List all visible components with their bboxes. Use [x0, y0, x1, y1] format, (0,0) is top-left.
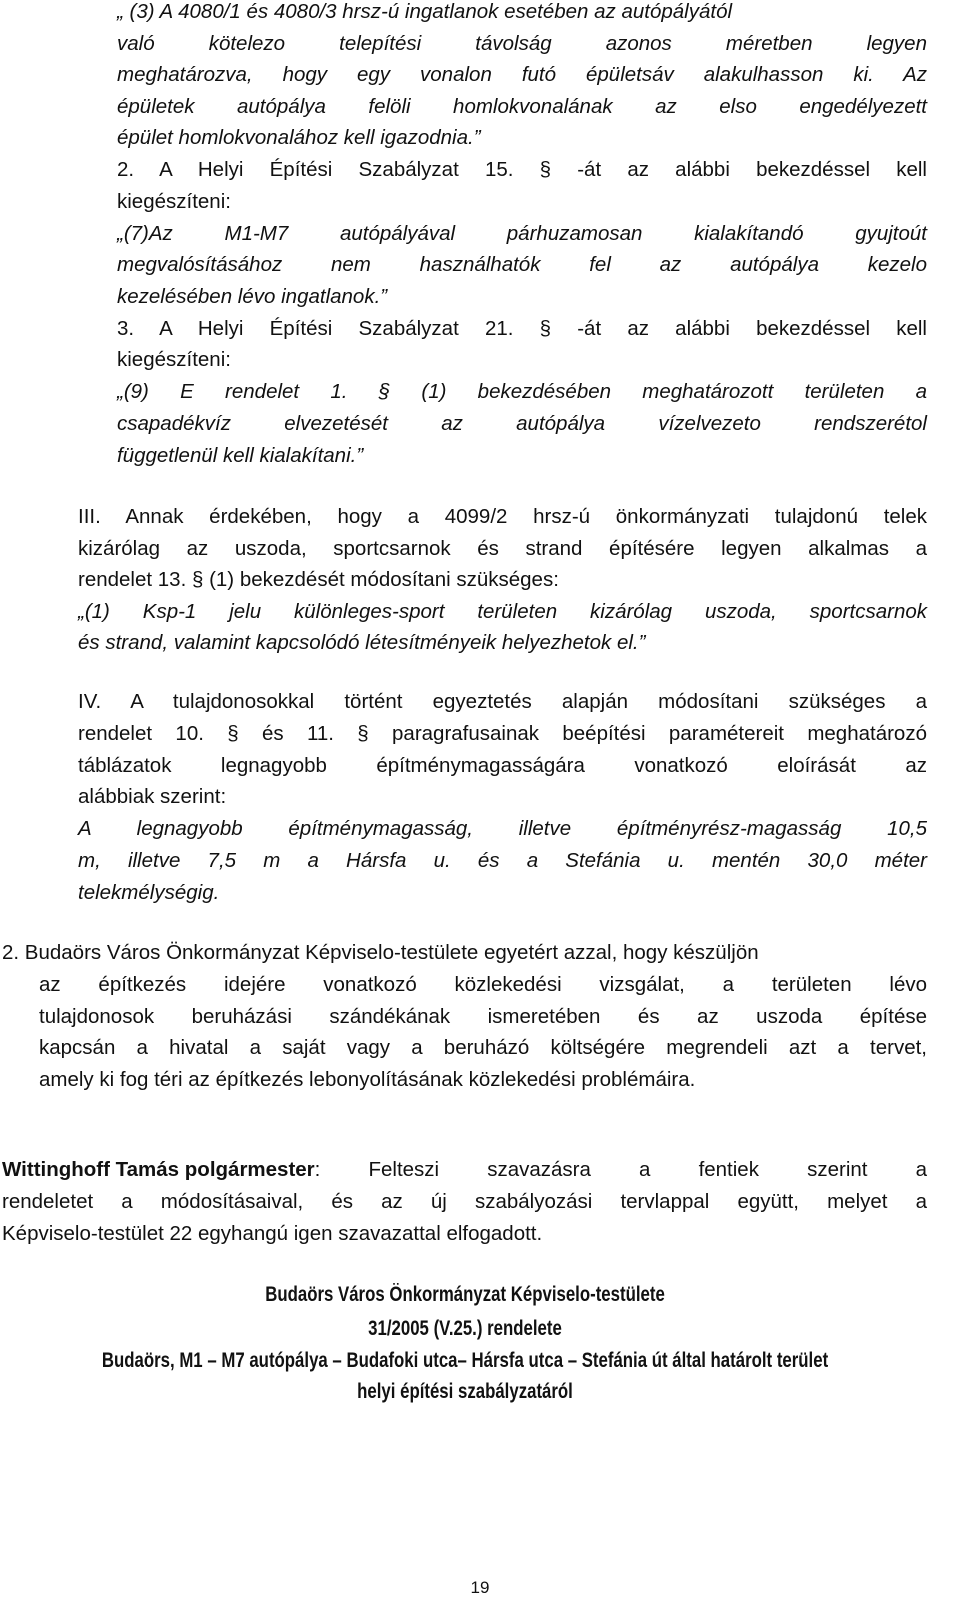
heading-subtitle: helyi építési szabályzatáról [357, 1380, 573, 1403]
text-line: függetlenül kell kialakítani.” [117, 444, 364, 467]
text-line: m, illetve 7,5 m a Hársfa u. és a Stefánia u. mentén 30,0 méter [78, 849, 927, 872]
heading-number: 31/2005 (V.25.) rendelete [368, 1317, 562, 1340]
page-number: 19 [470, 1578, 490, 1597]
heading-subject: Budaörs, M1 – M7 autópálya – Budafoki utca– Hársfa utca – Stefánia út által határolt terület [101, 1349, 829, 1372]
text-line: kiegészíteni: [117, 190, 231, 213]
text-line: csapadékvíz elvezetését az autópálya vízelvezeto rendszerétol [117, 412, 927, 435]
text-line: kizárólag az uszoda, sportcsarnok és strand építésére legyen alkalmas a [78, 537, 927, 560]
text-line: táblázatok legnagyobb építménymagasságára vonatkozó eloírását az [78, 754, 927, 777]
text-line: épület homlokvonalához kell igazodnia.” [117, 126, 481, 149]
text-line: megvalósításához nem használhatók fel az autópálya kezelo [117, 253, 927, 276]
text-line: rendelet 10. § és 11. § paragrafusainak beépítési paramétereit meghatározó [78, 722, 927, 745]
text-line: épületek autópálya felöli homlokvonalának az elso engedélyezett [117, 95, 927, 118]
text-line: III. Annak érdekében, hogy a 4099/2 hrsz-ú önkormányzati tulajdonú telek [78, 505, 927, 528]
text-line: IV. A tulajdonosokkal történt egyeztetés alapján módosítani szükséges a [78, 690, 927, 713]
text-line: „ (3) A 4080/1 és 4080/3 hrsz-ú ingatlanok esetében az autópályától [117, 0, 733, 23]
text-line: „(1) Ksp-1 jelu különleges-sport területen kizárólag uszoda, sportcsarnok [78, 600, 927, 623]
text-line: kiegészíteni: [117, 348, 231, 371]
text-line: „(9) E rendelet 1. § (1) bekezdésében meghatározott területen a [117, 380, 927, 403]
text-line: való kötelezo telepítési távolság azonos méretben legyen [117, 32, 927, 55]
text-line: : Felteszi szavazásra a fentiek szerint a [314, 1158, 927, 1181]
text-line: „(7)Az M1-M7 autópályával párhuzamosan kialakítandó gyujtoút [117, 222, 927, 245]
text-line: tulajdonosok beruházási szándékának ismeretében és az uszoda építése [39, 1005, 927, 1028]
text-line: és strand, valamint kapcsolódó létesítményeik helyezhetok el.” [78, 631, 646, 654]
speaker-name: Wittinghoff Tamás polgármester [2, 1158, 315, 1181]
heading-title: Budaörs Város Önkormányzat Képviselo-testülete [265, 1283, 665, 1306]
text-line: alábbiak szerint: [78, 785, 227, 808]
text-line: telekmélységig. [78, 881, 220, 904]
text-line: 2. A Helyi Építési Szabályzat 15. § -át az alábbi bekezdéssel kell [117, 158, 927, 181]
text-line: amely ki fog téri az építkezés lebonyolításának közlekedési problémáira. [39, 1068, 696, 1091]
text-line: Képviselo-testület 22 egyhangú igen szavazattal elfogadott. [2, 1222, 543, 1245]
text-line: rendelet 13. § (1) bekezdését módosítani szükséges: [78, 568, 559, 591]
text-line: A legnagyobb építménymagasság, illetve építményrész-magasság 10,5 [78, 817, 927, 840]
speaker-line [2, 1158, 927, 1182]
text-line: rendeletet a módosításaival, és az új szabályozási tervlappal együtt, melyet a [2, 1190, 927, 1213]
text-line: 2. Budaörs Város Önkormányzat Képviselo-testülete egyetért azzal, hogy készüljön [2, 941, 759, 964]
text-line: az építkezés idejére vonatkozó közlekedési vizsgálat, a területen lévo [39, 973, 927, 996]
text-line: 3. A Helyi Építési Szabályzat 21. § -át az alábbi bekezdéssel kell [117, 317, 927, 340]
text-line: meghatározva, hogy egy vonalon futó épületsáv alakulhasson ki. Az [117, 63, 927, 86]
text-line: kapcsán a hivatal a saját vagy a beruházó költségére megrendeli azt a tervet, [39, 1036, 927, 1059]
text-line: kezelésében lévo ingatlanok.” [117, 285, 388, 308]
